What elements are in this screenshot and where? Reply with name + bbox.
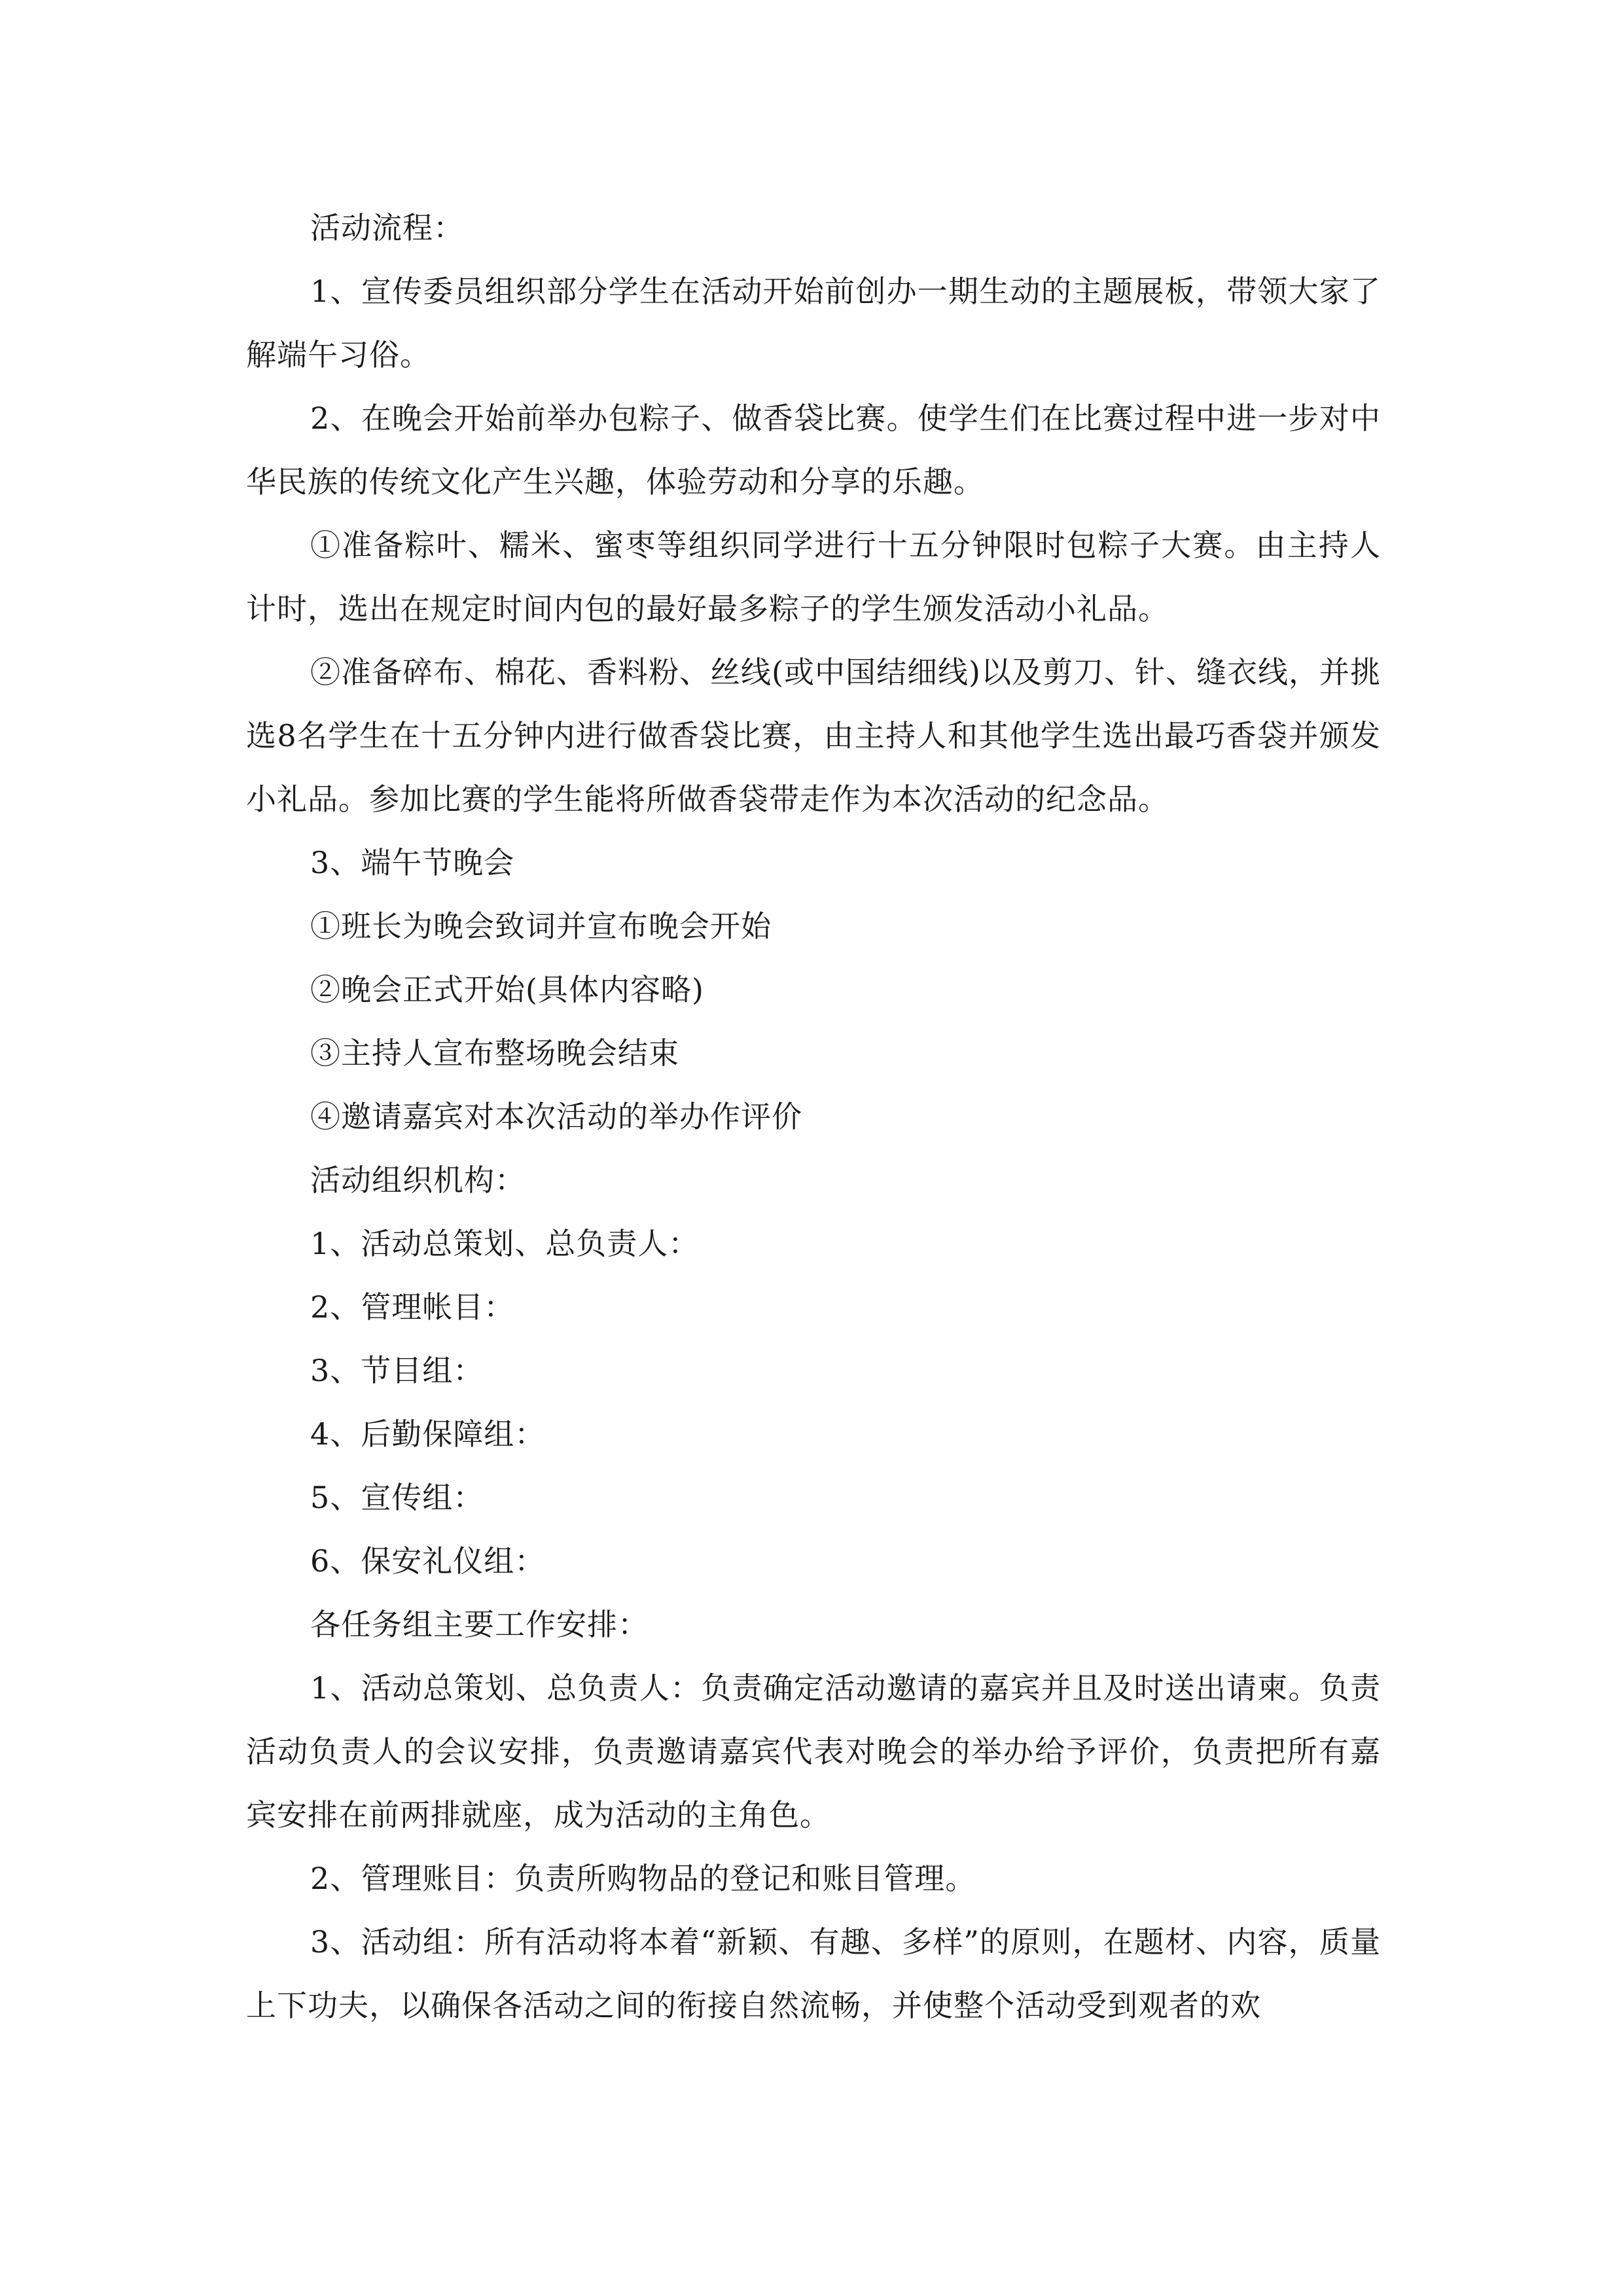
paragraph-organization-1: 1、活动总策划、总负责人： xyxy=(310,1226,700,1261)
paragraph-tasks-2: 2、管理账目：负责所购物品的登记和账目管理。 xyxy=(310,1861,976,1896)
paragraph-process-3-item-2: ②晚会正式开始(具体内容略) xyxy=(310,972,704,1007)
section-heading-organization: 活动组织机构： xyxy=(310,1162,526,1198)
paragraph-process-3-item-3: ③主持人宣布整场晚会结束 xyxy=(310,1035,679,1071)
section-heading-tasks: 各任务组主要工作安排： xyxy=(310,1607,649,1642)
paragraph-process-2: 2、在晚会开始前举办包粽子、做香袋比赛。使学生们在比赛过程中进一步对中华民族的传统文化产生兴趣，体验劳动和分享的乐趣。 xyxy=(246,401,1381,499)
paragraph-organization-5: 5、宣传组： xyxy=(310,1480,484,1515)
paragraph-organization-3: 3、节目组： xyxy=(310,1353,484,1388)
document-body xyxy=(246,196,1381,2037)
paragraph-process-3-item-4: ④邀请嘉宾对本次活动的举办作评价 xyxy=(310,1099,802,1134)
paragraph-tasks-3: 3、活动组：所有活动将本着“新颖、有趣、多样”的原则，在题材、内容，质量上下功夫，以确保各活动之间的衔接自然流畅，并使整个活动受到观者的欢 xyxy=(246,1924,1381,2023)
paragraph-organization-6: 6、保安礼仪组： xyxy=(310,1543,546,1579)
paragraph-process-3-item-1: ①班长为晚会致词并宣布晚会开始 xyxy=(310,908,772,944)
section-heading-process: 活动流程： xyxy=(310,210,464,245)
paragraph-process-2-item-1: ①准备粽叶、糯米、蜜枣等组织同学进行十五分钟限时包粽子大赛。由主持人计时，选出在规定时间内包的最好最多粽子的学生颁发活动小礼品。 xyxy=(246,528,1381,626)
paragraph-tasks-1: 1、活动总策划、总负责人：负责确定活动邀请的嘉宾并且及时送出请柬。负责活动负责人的会议安排，负责邀请嘉宾代表对晚会的举办给予评价，负责把所有嘉宾安排在前两排就座，成为活动的主角色。 xyxy=(246,1670,1381,1833)
paragraph-process-3: 3、端午节晚会 xyxy=(310,845,515,880)
paragraph-process-1: 1、宣传委员组织部分学生在活动开始前创办一期生动的主题展板，带领大家了解端午习俗。 xyxy=(246,274,1381,372)
paragraph-organization-2: 2、管理帐目： xyxy=(310,1289,515,1325)
paragraph-process-2-item-2: ②准备碎布、棉花、香料粉、丝线(或中国结细线)以及剪刀、针、缝衣线，并挑选8名学生在十五分钟内进行做香袋比赛，由主持人和其他学生选出最巧香袋并颁发小礼品。参加比赛的学生能将所做香袋带走作为本次活动的纪念品。 xyxy=(246,655,1381,817)
paragraph-organization-4: 4、后勤保障组： xyxy=(310,1416,546,1452)
